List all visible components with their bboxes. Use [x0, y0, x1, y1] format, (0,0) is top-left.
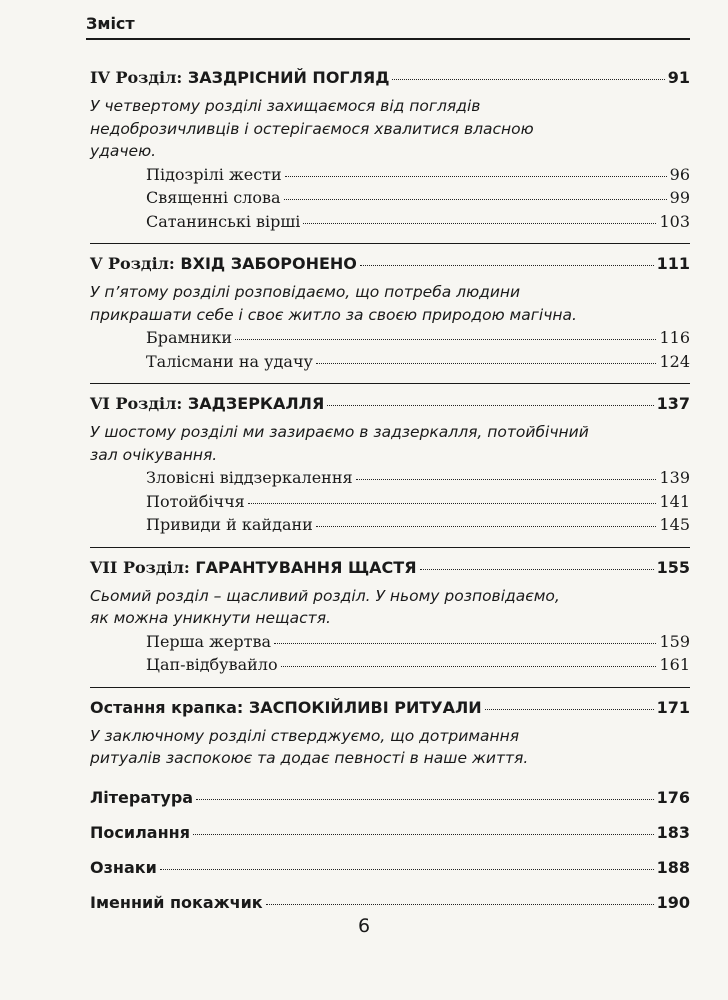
chapter-title: ЗАСПОКІЙЛИВІ РИТУАЛИ	[248, 697, 482, 717]
subsection-title: Перша жертва	[146, 631, 271, 651]
desc-line: У четвертому розділі захищаємося від поглядів	[90, 97, 481, 115]
leader-dots	[327, 404, 653, 406]
leader-dots	[281, 665, 657, 667]
leader-dots	[316, 362, 657, 364]
leader-dots	[248, 502, 657, 504]
leader-dots	[316, 525, 657, 527]
chapter-title: ЗАЗДРІСНИЙ ПОГЛЯД	[187, 68, 390, 87]
chapter-heading[interactable]	[90, 254, 690, 273]
backmatter-page: 190	[656, 892, 690, 912]
desc-line: удачею.	[90, 142, 157, 160]
subsection-page: 96	[669, 164, 690, 184]
subsection-title: Потойбіччя	[146, 491, 245, 511]
backmatter-page: 188	[656, 857, 690, 877]
leader-dots	[196, 798, 653, 800]
chapter-label: IV Розділ:	[90, 68, 183, 87]
chapter-heading[interactable]	[90, 68, 690, 87]
backmatter-title: Ознаки	[90, 857, 157, 877]
chapter-heading[interactable]	[90, 698, 690, 717]
subsection-title: Брамники	[146, 328, 232, 347]
leader-dots	[303, 222, 656, 224]
chapter-title: ЗАДЗЕРКАЛЛЯ	[187, 394, 325, 413]
desc-line: У шостому розділі ми зазираємо в задзеркалля, потойбічний	[90, 423, 589, 441]
subsection-entry[interactable]	[146, 466, 690, 490]
leader-dots	[193, 833, 654, 835]
subsection-entry[interactable]	[146, 490, 690, 514]
subsection-page: 145	[659, 515, 690, 534]
subsection-page: 124	[659, 351, 690, 371]
desc-line: У заключному розділі стверджуємо, що дотримання	[90, 726, 520, 745]
chapter-description	[90, 95, 690, 163]
chapter-page: 155	[656, 557, 690, 577]
subsection-entry[interactable]	[146, 326, 690, 350]
desc-line: недоброзичливців і остерігаємося хвалитися власною	[90, 119, 534, 138]
backmatter-signs[interactable]	[90, 858, 690, 877]
subsection-page: 116	[659, 328, 690, 347]
chapter-description	[90, 585, 690, 630]
desc-line: зал очікування.	[90, 445, 218, 464]
subsection-entry[interactable]	[146, 210, 690, 234]
chapter-7	[90, 558, 690, 677]
subsection-page: 141	[659, 491, 690, 511]
leader-dots	[284, 198, 667, 200]
leader-dots	[235, 338, 656, 340]
chapter-description	[90, 725, 690, 770]
chapter-title: ВХІД ЗАБОРОНЕНО	[180, 254, 357, 273]
subsection-title: Зловісні віддзеркалення	[146, 468, 353, 487]
desc-line: ритуалів заспокоює та додає певності в наше життя.	[90, 749, 529, 767]
table-of-contents	[90, 64, 690, 912]
running-header: Зміст	[86, 14, 690, 40]
subsection-title: Підозрілі жести	[146, 164, 282, 184]
chapter-4	[90, 68, 690, 233]
backmatter-page: 183	[656, 822, 690, 842]
backmatter-title: Посилання	[90, 822, 190, 842]
desc-line: Сьомий розділ – щасливий розділ. У ньому розповідаємо,	[90, 586, 560, 605]
chapter-final	[90, 698, 690, 770]
subsection-page: 103	[659, 211, 690, 231]
chapter-page: 171	[656, 697, 690, 717]
chapter-label: V Розділ:	[90, 254, 175, 273]
desc-line: як можна уникнути нещастя.	[90, 609, 331, 627]
chapter-heading[interactable]	[90, 394, 690, 413]
leader-dots	[160, 868, 654, 870]
leader-dots	[266, 903, 654, 905]
subsection-entry[interactable]	[146, 350, 690, 374]
subsection-title: Талісмани на удачу	[146, 351, 313, 371]
leader-dots	[485, 708, 654, 710]
leader-dots	[285, 175, 667, 177]
subsection-page: 99	[669, 188, 690, 207]
subsection-page: 159	[659, 631, 690, 651]
subsection-page: 161	[659, 655, 690, 674]
subsection-entry[interactable]	[146, 513, 690, 537]
chapter-6	[90, 394, 690, 537]
chapter-heading[interactable]	[90, 558, 690, 577]
subsection-title: Сатанинські вірші	[146, 211, 301, 231]
leader-dots	[360, 264, 654, 266]
desc-line: прикрашати себе і своє житло за своєю природою магічна.	[90, 305, 577, 324]
backmatter-page: 176	[656, 787, 690, 807]
section-divider	[90, 547, 690, 548]
section-divider	[90, 243, 690, 244]
subsection-entry[interactable]	[146, 163, 690, 187]
backmatter-title: Іменний покажчик	[90, 892, 263, 912]
leader-dots	[274, 642, 656, 644]
subsection-entry[interactable]	[146, 630, 690, 654]
leader-dots	[392, 78, 664, 80]
chapter-page: 91	[667, 68, 690, 87]
chapter-label: VII Розділ:	[90, 557, 190, 577]
page-number: 6	[357, 915, 371, 937]
section-divider	[90, 687, 690, 688]
subsection-title: Священні слова	[146, 188, 281, 207]
chapter-description	[90, 281, 690, 326]
subsection-entry[interactable]	[146, 186, 690, 210]
subsection-page: 139	[659, 468, 690, 487]
backmatter-references[interactable]	[90, 823, 690, 842]
backmatter-literature[interactable]	[90, 788, 690, 807]
subsection-title: Цап-відбувайло	[146, 655, 278, 674]
chapter-label: Остання крапка:	[90, 697, 244, 717]
desc-line: У п’ятому розділі розповідаємо, що потреба людини	[90, 283, 521, 301]
subsection-title: Привиди й кайдани	[146, 515, 313, 534]
chapter-page: 137	[656, 394, 690, 413]
backmatter-title: Література	[90, 787, 194, 807]
chapter-page: 111	[656, 254, 690, 273]
backmatter-name-index[interactable]	[90, 893, 690, 912]
chapter-5	[90, 254, 690, 373]
subsection-entry[interactable]	[146, 653, 690, 677]
chapter-title: ГАРАНТУВАННЯ ЩАСТЯ	[195, 557, 417, 577]
chapter-label: VI Розділ:	[90, 394, 183, 413]
section-divider	[90, 383, 690, 384]
leader-dots	[356, 478, 657, 480]
chapter-description	[90, 421, 690, 466]
leader-dots	[420, 568, 654, 570]
